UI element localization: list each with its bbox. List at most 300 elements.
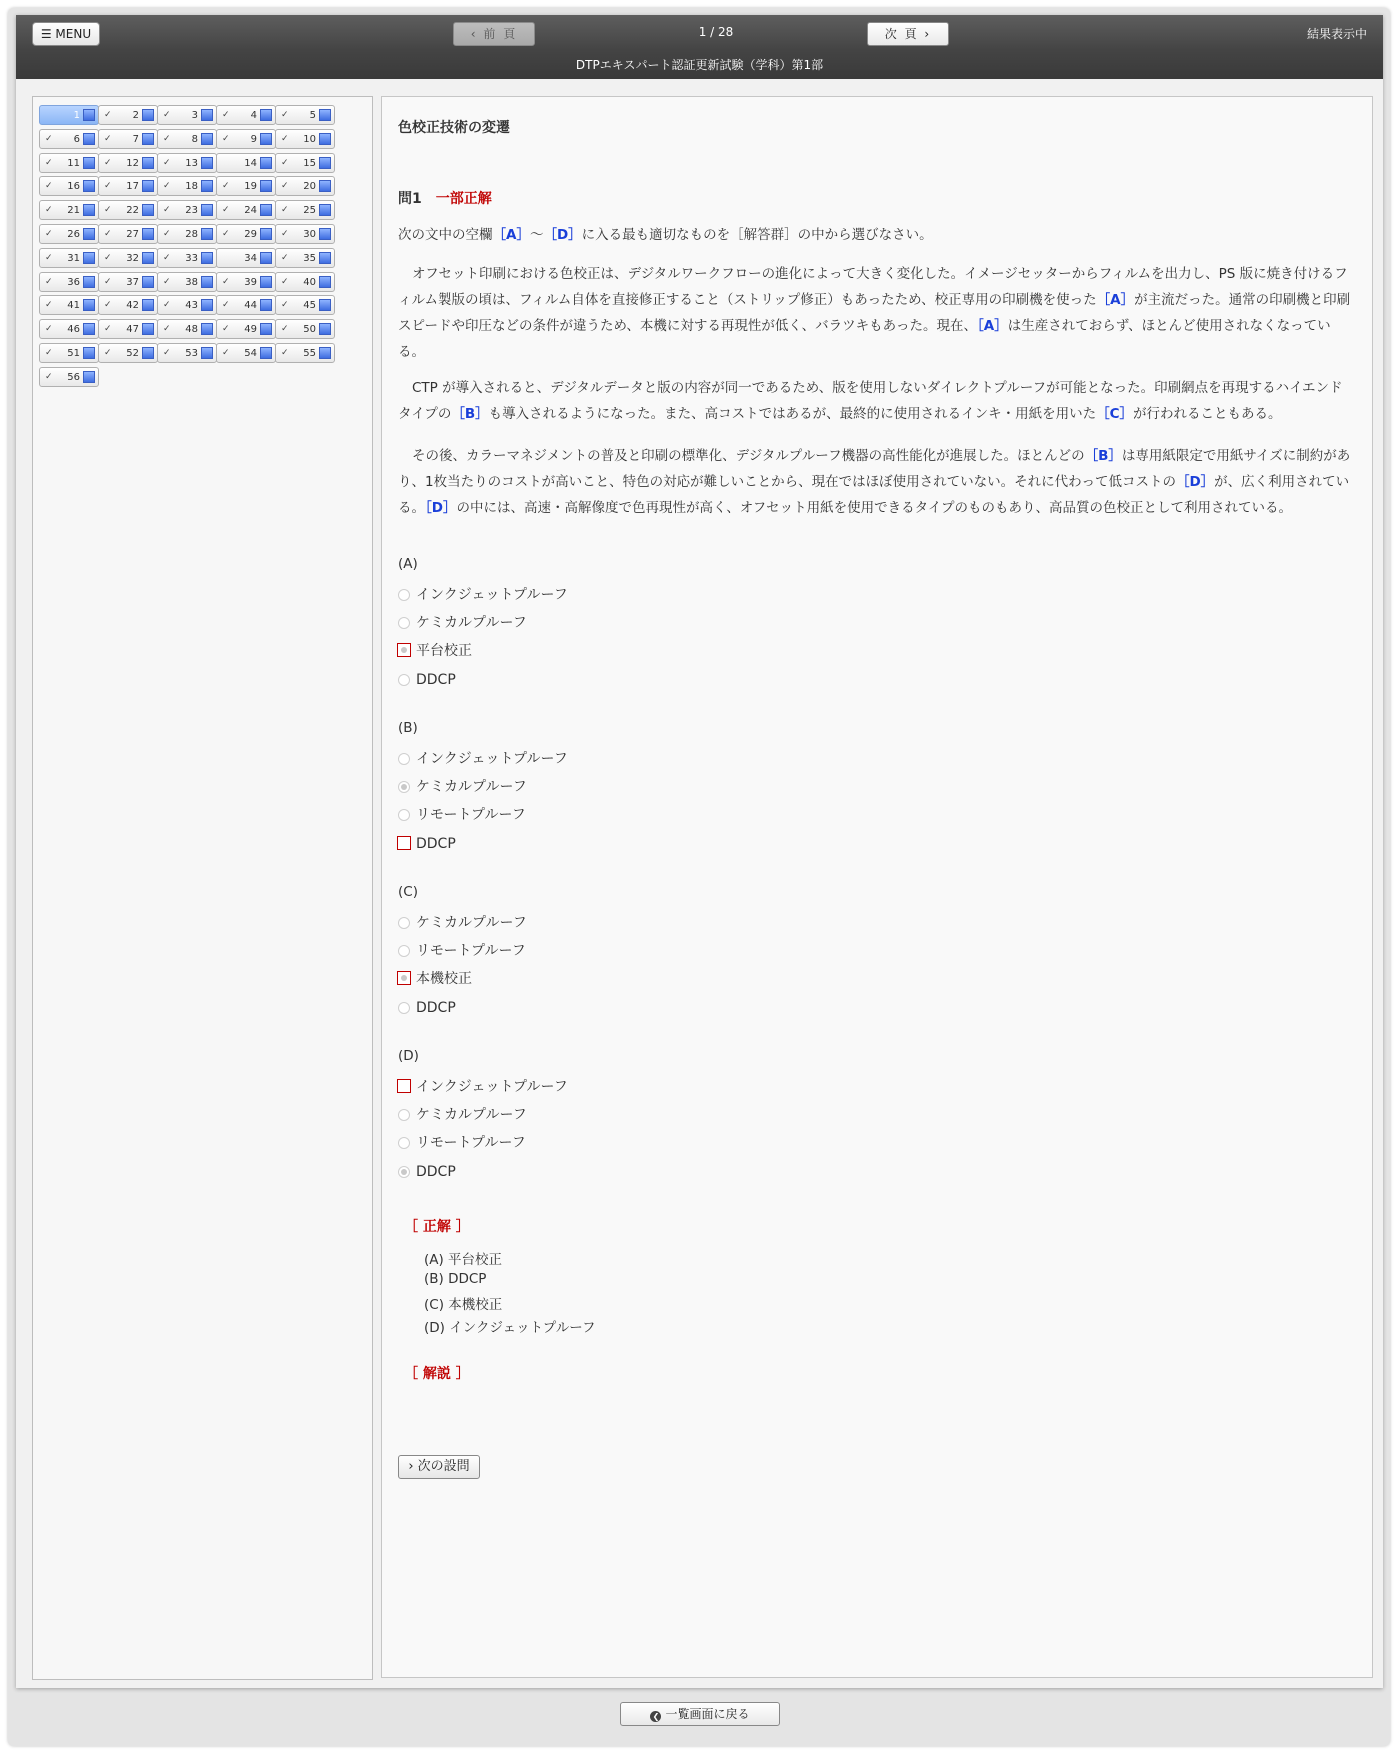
question-nav-item[interactable]: [98, 295, 158, 315]
check-icon: ✓: [281, 133, 289, 144]
question-nav-item[interactable]: [275, 224, 335, 244]
answer-heading: ［ 正解 ］: [404, 1219, 470, 1235]
flag-icon: [83, 276, 95, 288]
option-text: DDCP: [416, 1163, 456, 1180]
text-segment: 次の文中の空欄: [398, 227, 493, 243]
check-icon: ✓: [281, 324, 289, 335]
question-number: 47: [126, 324, 139, 336]
check-icon: ✓: [163, 348, 171, 358]
question-nav-item[interactable]: [39, 176, 99, 196]
radio-button[interactable]: [398, 1109, 410, 1121]
flag-icon: [83, 299, 95, 311]
option-text: リモートプルーフ: [416, 943, 526, 960]
question-nav-item[interactable]: [157, 176, 217, 196]
blank-marker: ［A］: [977, 318, 1008, 334]
flag-icon: [142, 157, 154, 169]
option-text: 平台校正: [416, 643, 472, 660]
check-icon: ✓: [163, 181, 171, 192]
question-number: 55: [303, 348, 316, 359]
flag-icon: [319, 157, 331, 169]
check-icon: ✓: [281, 205, 289, 216]
question-number: 32: [126, 252, 139, 264]
question-nav-item[interactable]: [157, 272, 217, 292]
question-number: 48: [185, 324, 198, 336]
check-icon: ✓: [104, 110, 112, 120]
blank-marker: ［B］: [451, 406, 489, 422]
answer-option[interactable]: [398, 998, 456, 1018]
answer-option[interactable]: [398, 834, 456, 854]
question-nav-item[interactable]: [39, 153, 99, 173]
check-icon: ✓: [45, 252, 53, 263]
check-icon: ✓: [222, 300, 230, 311]
check-icon: ✓: [104, 133, 112, 144]
check-icon: ✓: [45, 229, 53, 239]
flag-icon: [260, 276, 272, 288]
answer-option[interactable]: [398, 641, 472, 661]
result-label: 一部正解: [435, 191, 492, 207]
text-segment: が主流だった。通常の印刷機と印刷スピードや印圧などの条件が違うため、本機に対する再現性が低く、バラツキもあった。現在、: [398, 292, 1351, 334]
flag-icon: [260, 133, 272, 145]
back-to-list-label: 一覧画面に戻る: [665, 1707, 750, 1721]
question-number: 44: [244, 300, 257, 312]
question-number: 46: [67, 324, 80, 336]
question-number: 53: [185, 348, 198, 359]
question-number: 19: [244, 181, 257, 193]
flag-icon: [201, 323, 213, 335]
question-label: 問1: [398, 191, 422, 207]
check-icon: ✓: [104, 300, 112, 311]
question-nav-item[interactable]: [216, 176, 276, 196]
question-nav-item[interactable]: [216, 224, 276, 244]
radio-button[interactable]: [398, 1137, 410, 1149]
question-nav-item[interactable]: [275, 176, 335, 196]
question-nav-item[interactable]: [157, 129, 217, 149]
check-icon: ✓: [281, 348, 289, 358]
flag-icon: [142, 299, 154, 311]
flag-icon: [260, 180, 272, 192]
flag-icon: [319, 252, 331, 264]
next-question-button[interactable]: › 次の設問: [398, 1455, 480, 1479]
back-arrow-icon: ❮: [650, 1711, 661, 1722]
text-segment: は専用紙限定で用紙サイズに制約があり、1枚当たりのコストが高いこと、特色の対応が難しいことから、現在ではほぼ使用されていない。それに代わって低コストの: [398, 448, 1351, 490]
option-text: ケミカルプルーフ: [416, 915, 527, 931]
question-number: 36: [67, 276, 80, 288]
radio-button[interactable]: [398, 917, 410, 929]
check-icon: ✓: [222, 181, 230, 192]
flag-icon: [83, 133, 95, 145]
flag-icon: [260, 228, 272, 240]
text-segment: が、広く利用されている。: [398, 474, 1350, 516]
radio-button[interactable]: [398, 1166, 410, 1178]
radio-button[interactable]: [398, 781, 410, 793]
question-nav-item[interactable]: [157, 295, 217, 315]
check-icon: ✓: [104, 348, 112, 358]
question-number: 28: [185, 229, 198, 240]
question-nav-item[interactable]: [275, 200, 335, 220]
radio-button[interactable]: [398, 809, 410, 821]
check-icon: ✓: [104, 205, 112, 216]
answer-option[interactable]: [398, 670, 456, 690]
question-number: 38: [185, 276, 198, 288]
correct-answer-marker[interactable]: [397, 643, 411, 657]
exam-window: [16, 15, 1383, 1688]
question-nav-item[interactable]: [98, 272, 158, 292]
flag-icon: [260, 204, 272, 216]
check-icon: ✓: [104, 229, 112, 239]
question-number: 30: [303, 229, 316, 240]
answer-option[interactable]: [398, 749, 568, 769]
question-nav-item[interactable]: [275, 129, 335, 149]
question-number: 22: [126, 205, 139, 217]
question-nav-item[interactable]: [157, 343, 217, 363]
flag-icon: [319, 228, 331, 240]
flag-icon: [201, 204, 213, 216]
question-number: 13: [185, 157, 198, 169]
question-number: 5: [309, 110, 316, 121]
question-number: 26: [67, 229, 80, 240]
question-number: 31: [67, 252, 80, 264]
question-number: 33: [185, 252, 198, 264]
blank-marker: ［C］: [1096, 406, 1134, 422]
flag-icon: [83, 157, 95, 169]
flag-icon: [83, 347, 95, 359]
answer-option[interactable]: [398, 1105, 527, 1125]
text-segment: の中には、高速・高解像度で色再現性が高く、オフセット用紙を使用できるタイプのものもあり、高品質の色校正として利用されている。: [456, 500, 1292, 516]
flag-icon: [319, 133, 331, 145]
option-text: インクジェットプルーフ: [416, 587, 568, 603]
question-number: 1: [73, 110, 80, 121]
question-nav-item[interactable]: [216, 319, 276, 339]
question-nav-item[interactable]: [98, 129, 158, 149]
flag-icon: [260, 347, 272, 359]
option-text: リモートプルーフ: [416, 807, 526, 824]
question-nav-item[interactable]: [157, 153, 217, 173]
option-text: ケミカルプルーフ: [416, 779, 527, 796]
question-nav-item[interactable]: [216, 295, 276, 315]
flag-icon: [83, 109, 95, 121]
flag-icon: [319, 276, 331, 288]
question-number: 40: [303, 276, 316, 288]
flag-icon: [142, 276, 154, 288]
question-number: 12: [126, 157, 139, 169]
question-nav-item[interactable]: [157, 105, 217, 125]
option-text: DDCP: [416, 835, 456, 852]
option-text: リモートプルーフ: [416, 1135, 526, 1152]
radio-button[interactable]: [398, 945, 410, 957]
check-icon: ✓: [45, 324, 53, 335]
question-nav-item[interactable]: [39, 295, 99, 315]
text-segment: CTP が導入されると、デジタルデータと版の内容が同一であるため、版を使用しないダイレクトプルーフが可能となった。印刷網点を再現するハイエンドタイプの: [398, 380, 1343, 422]
top-bar: [16, 15, 1383, 79]
question-nav-item[interactable]: [216, 248, 276, 268]
section-title: 色校正技術の変遷: [398, 120, 510, 136]
question-nav-item[interactable]: [39, 367, 99, 387]
answer-option[interactable]: [398, 941, 526, 961]
flag-icon: [83, 323, 95, 335]
check-icon: ✓: [222, 229, 230, 239]
correct-answer-marker[interactable]: [397, 1079, 411, 1093]
option-text: DDCP: [416, 999, 456, 1016]
check-icon: ✓: [163, 157, 171, 168]
question-nav-item[interactable]: [98, 248, 158, 268]
question-nav-item[interactable]: [275, 343, 335, 363]
question-nav-item[interactable]: [39, 105, 99, 125]
text-segment: に入る最も適切なものを［解答群］の中から選びなさい。: [581, 227, 933, 243]
question-nav-item[interactable]: [275, 272, 335, 292]
question-nav-item[interactable]: [39, 319, 99, 339]
check-icon: ✓: [45, 205, 53, 216]
question-number: 51: [67, 348, 80, 359]
question-nav-panel: [32, 96, 373, 1680]
flag-icon: [142, 252, 154, 264]
question-number: 29: [244, 229, 257, 240]
flag-icon: [260, 252, 272, 264]
back-to-list-button[interactable]: [620, 1702, 780, 1726]
question-number: 8: [191, 133, 198, 145]
question-number: 25: [303, 205, 316, 217]
question-number: 17: [126, 181, 139, 193]
question-number: 52: [126, 348, 139, 359]
check-icon: ✓: [281, 229, 289, 239]
question-number: 4: [250, 110, 257, 121]
correct-answer-line: (B) DDCP: [424, 1270, 487, 1287]
paragraph-1: [398, 261, 1356, 365]
flag-icon: [319, 204, 331, 216]
instruction-text: [398, 223, 933, 243]
flag-icon: [142, 133, 154, 145]
flag-icon: [319, 323, 331, 335]
flag-icon: [201, 276, 213, 288]
flag-icon: [201, 133, 213, 145]
correct-answer-line: (A) 平台校正: [424, 1252, 503, 1268]
question-nav-item[interactable]: [98, 200, 158, 220]
answer-option[interactable]: [398, 805, 526, 825]
option-group-label: (D): [398, 1048, 419, 1064]
question-nav-item[interactable]: [216, 272, 276, 292]
explanation-heading: ［ 解説 ］: [404, 1366, 470, 1382]
question-content: [381, 96, 1373, 1678]
blank-marker: ［D］: [425, 500, 457, 516]
question-number: 37: [126, 276, 139, 288]
question-number: 54: [244, 348, 257, 359]
blank-marker: ［D］: [1175, 474, 1215, 490]
blank-marker: ［D］: [543, 227, 582, 243]
check-icon: ✓: [163, 300, 171, 311]
question-nav-item[interactable]: [216, 200, 276, 220]
answer-option[interactable]: [398, 1133, 526, 1153]
flag-icon: [83, 228, 95, 240]
answer-option[interactable]: [398, 777, 527, 797]
option-group-label: (A): [398, 556, 418, 572]
check-icon: ✓: [104, 181, 112, 192]
flag-icon: [83, 204, 95, 216]
question-nav-item[interactable]: [39, 200, 99, 220]
next-page-button[interactable]: 次 頁 ›: [867, 22, 949, 46]
flag-icon: [83, 252, 95, 264]
question-nav-item[interactable]: [39, 272, 99, 292]
text-segment: も導入されるようになった。また、高コストではあるが、最終的に使用されるインキ・用紙を用いた: [488, 406, 1097, 422]
flag-icon: [319, 299, 331, 311]
flag-icon: [201, 228, 213, 240]
blank-marker: ［A］: [1096, 292, 1135, 308]
flag-icon: [142, 109, 154, 121]
question-number: 2: [132, 110, 139, 121]
check-icon: ✓: [45, 300, 53, 311]
question-number: 10: [303, 133, 316, 145]
flag-icon: [142, 228, 154, 240]
question-number: 20: [303, 181, 316, 193]
question-nav-item[interactable]: [157, 224, 217, 244]
question-number: 6: [73, 133, 80, 145]
answer-option[interactable]: [398, 613, 527, 633]
flag-icon: [260, 109, 272, 121]
check-icon: ✓: [222, 133, 230, 144]
question-number: 49: [244, 324, 257, 336]
question-nav-item[interactable]: [275, 248, 335, 268]
check-icon: ✓: [104, 324, 112, 335]
question-nav-item[interactable]: [98, 224, 158, 244]
check-icon: ✓: [45, 133, 53, 144]
flag-icon: [319, 347, 331, 359]
radio-button[interactable]: [398, 1002, 410, 1014]
check-icon: ✓: [163, 205, 171, 216]
flag-icon: [201, 109, 213, 121]
check-icon: ✓: [222, 324, 230, 335]
question-number: 43: [185, 300, 198, 312]
answer-option[interactable]: [398, 585, 568, 605]
flag-icon: [142, 204, 154, 216]
option-text: ケミカルプルーフ: [416, 1107, 527, 1124]
question-nav-item[interactable]: [98, 105, 158, 125]
answer-option[interactable]: [398, 969, 472, 989]
check-icon: ✓: [222, 110, 230, 120]
question-nav-item[interactable]: [39, 343, 99, 363]
check-icon: ✓: [281, 157, 289, 168]
check-icon: ✓: [104, 276, 112, 287]
question-number: 9: [250, 133, 257, 145]
question-number: 15: [303, 157, 316, 169]
question-nav-item[interactable]: [275, 295, 335, 315]
radio-button[interactable]: [398, 589, 410, 601]
flag-icon: [260, 323, 272, 335]
question-number: 27: [126, 229, 139, 240]
flag-icon: [260, 157, 272, 169]
menu-button[interactable]: ☰ MENU: [32, 22, 100, 46]
check-icon: ✓: [163, 110, 171, 120]
exam-title: DTPエキスパート認証更新試験（学科）第1部: [575, 58, 824, 72]
question-nav-item[interactable]: [98, 343, 158, 363]
text-segment: は生産されておらず、ほとんど使用されなくなっている。: [398, 318, 1331, 360]
answer-option[interactable]: [398, 1162, 456, 1182]
question-number: 3: [191, 110, 198, 121]
question-number: 16: [67, 181, 80, 193]
question-nav-item[interactable]: [216, 343, 276, 363]
radio-button[interactable]: [398, 753, 410, 765]
question-nav-item[interactable]: [98, 319, 158, 339]
flag-icon: [83, 371, 95, 383]
question-number: 18: [185, 181, 198, 193]
question-number: 42: [126, 300, 139, 312]
question-nav-item[interactable]: [157, 319, 217, 339]
check-icon: ✓: [45, 157, 53, 168]
question-number: 14: [244, 157, 257, 169]
text-segment: ～: [529, 227, 544, 243]
question-nav-item[interactable]: [39, 129, 99, 149]
correct-answer-marker[interactable]: [397, 971, 411, 985]
text-segment: その後、カラーマネジメントの普及と印刷の標準化、デジタルプルーフ機器の高性能化が進展した。ほとんどの: [412, 448, 1085, 464]
radio-button[interactable]: [398, 674, 410, 686]
page-counter: 1 / 28: [698, 25, 734, 39]
option-text: ケミカルプルーフ: [416, 615, 527, 632]
flag-icon: [142, 347, 154, 359]
question-number: 56: [67, 371, 80, 383]
check-icon: ✓: [45, 276, 53, 287]
check-icon: ✓: [45, 181, 53, 192]
option-text: 本機校正: [416, 971, 472, 988]
option-text: DDCP: [416, 671, 456, 688]
question-nav-item[interactable]: [216, 105, 276, 125]
question-nav-item[interactable]: [98, 176, 158, 196]
question-nav-item[interactable]: [157, 248, 217, 268]
radio-button[interactable]: [398, 617, 410, 629]
flag-icon: [201, 252, 213, 264]
question-number: 39: [244, 276, 257, 288]
option-group-label: (B): [398, 720, 418, 736]
question-number: 35: [303, 252, 316, 264]
question-number: 24: [244, 205, 257, 217]
check-icon: ✓: [45, 348, 53, 358]
check-icon: ✓: [281, 181, 289, 192]
question-nav-item[interactable]: [157, 200, 217, 220]
prev-page-button[interactable]: ‹ 前 頁: [453, 22, 535, 46]
answer-option[interactable]: [398, 913, 527, 933]
question-nav-item[interactable]: [275, 105, 335, 125]
flag-icon: [83, 180, 95, 192]
paragraph-2: [398, 375, 1356, 427]
blank-marker: ［B］: [1084, 448, 1122, 464]
question-number: 34: [244, 252, 257, 264]
question-header: [398, 188, 492, 208]
question-nav-item[interactable]: [39, 248, 99, 268]
correct-answer-line: (D) インクジェットプルーフ: [424, 1319, 596, 1336]
question-number: 7: [132, 133, 139, 145]
check-icon: ✓: [163, 252, 171, 263]
option-text: インクジェットプルーフ: [416, 1079, 568, 1095]
question-nav-item[interactable]: [275, 153, 335, 173]
correct-answer-marker[interactable]: [397, 836, 411, 850]
check-icon: ✓: [163, 133, 171, 144]
text-segment: オフセット印刷における色校正は、デジタルワークフローの進化によって大きく変化した。イメージセッターからフィルムを出力し、PS 版に焼き付けるフィルム製版の頃は、フィルム自体を直接修正すること（ストリップ修正）もあったため、校正専用の印刷機を使った: [398, 266, 1348, 308]
question-nav-item[interactable]: [98, 153, 158, 173]
result-status: 結果表示中: [1306, 27, 1367, 41]
check-icon: ✓: [281, 300, 289, 311]
check-icon: ✓: [104, 157, 112, 168]
check-icon: ✓: [222, 205, 230, 216]
check-icon: ✓: [104, 252, 112, 263]
flag-icon: [201, 157, 213, 169]
question-nav-item[interactable]: [216, 153, 276, 173]
question-nav-item[interactable]: [275, 319, 335, 339]
flag-icon: [201, 347, 213, 359]
question-number: 23: [185, 205, 198, 217]
flag-icon: [201, 299, 213, 311]
correct-answer-line: (C) 本機校正: [424, 1297, 503, 1314]
check-icon: ✓: [222, 276, 230, 287]
flag-icon: [260, 299, 272, 311]
question-nav-item[interactable]: [39, 224, 99, 244]
answer-option[interactable]: [398, 1077, 568, 1097]
question-nav-item[interactable]: [216, 129, 276, 149]
